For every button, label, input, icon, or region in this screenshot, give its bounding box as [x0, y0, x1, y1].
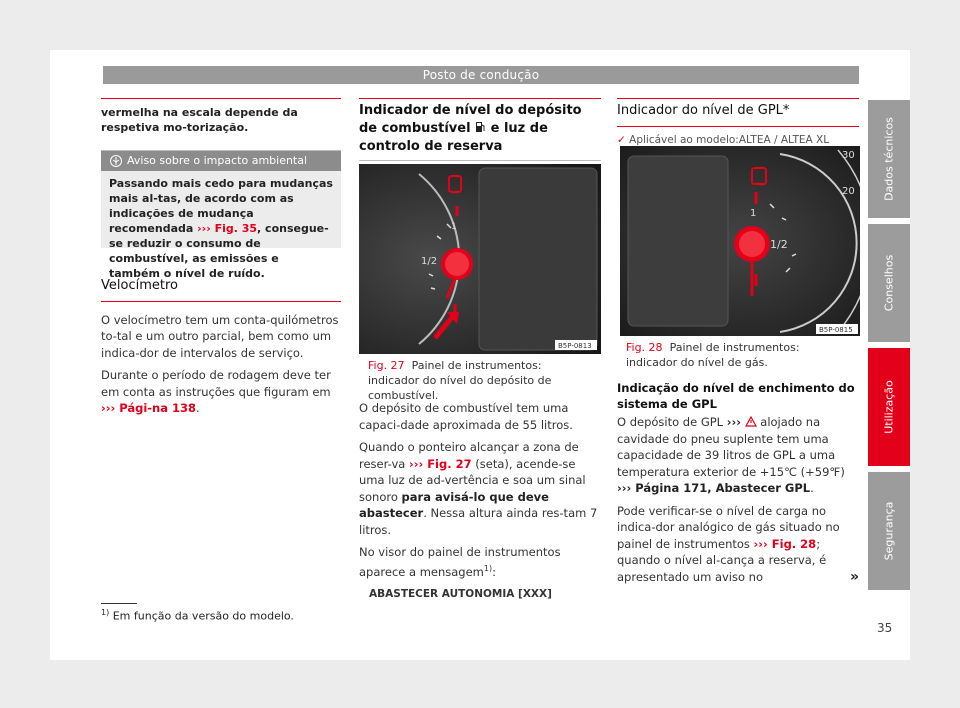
caption-text: Painel de instrumentos: indicador do nível do depósito de combustível. — [368, 359, 552, 402]
page-number: 35 — [877, 621, 893, 635]
section-title-velocimetro: Velocímetro — [101, 278, 178, 293]
page-171-link[interactable]: ››› Página 171, Abastecer GPL — [617, 481, 811, 495]
figure-27-caption — [368, 358, 596, 403]
caption-text: Painel de instrumentos: indicador do nível de gás. — [626, 341, 800, 369]
figure-27-fuel-gauge — [359, 164, 601, 354]
warning-icon — [745, 416, 757, 427]
environment-notice-header — [101, 151, 341, 171]
figure-28-gas-gauge — [620, 146, 860, 336]
paragraph-text: . Nessa altura ainda res-tam 7 litros. — [359, 506, 598, 537]
applies-text: Aplicável ao modelo:ALTEA / ALTEA XL — [629, 133, 830, 146]
footnote-mark: 1) — [483, 563, 493, 573]
paragraph-text: O depósito de GPL — [617, 415, 727, 429]
paragraph-text: (seta), acende-se uma luz de ad-vertência e soa um sinal sonoro — [359, 456, 586, 504]
paragraph-text: No visor do painel de instrumentos aparece a mensagem — [359, 545, 561, 579]
tab-label: Utilização — [882, 380, 896, 434]
paragraph-text: Pode verificar-se o nível de carga no indica-dor analógico de gás situado no painel de instrumentos — [617, 503, 840, 551]
speedo-label-30: 30 — [842, 150, 855, 161]
paragraph — [617, 414, 859, 497]
figure-28-caption — [626, 340, 854, 370]
figure-code: B5P-0813 — [558, 342, 592, 350]
notice-text: Passando mais cedo para mudanças mais al-tas, de acordo com as indicações de mudança recomendada — [109, 177, 333, 235]
footnote-mark: 1) — [101, 608, 110, 617]
paragraph-text: Quando o ponteiro alcançar a zona de reser-va — [359, 440, 579, 471]
section-title-fuel — [359, 102, 601, 156]
check-icon: ✓ — [617, 133, 626, 146]
environment-notice — [101, 150, 341, 280]
column-3-heading — [617, 98, 859, 148]
title-text: e luz de controlo de reserva — [359, 121, 548, 154]
continue-arrow: » — [849, 568, 859, 585]
column-2-body — [359, 400, 601, 608]
paragraph-text: . — [810, 481, 814, 495]
subsection-title: Indicação do nível de enchimento do sistema de GPL — [617, 381, 855, 411]
gauge-label-half: 1/2 — [421, 256, 438, 267]
tab-label: Dados técnicos — [882, 117, 896, 201]
column-2-heading — [359, 98, 601, 161]
footnote — [101, 608, 294, 623]
paragraph: O velocímetro tem um conta-quilómetros to-tal e um outro parcial, bem como um indica-dor de intervalos de serviço. — [101, 312, 339, 360]
footnote-text: Em função da versão do modelo. — [112, 609, 294, 623]
intro-text: vermelha na escala depende da respetiva mo-torização. — [101, 106, 298, 134]
page-header: Posto de condução — [103, 66, 859, 84]
gauge-label-1: 1 — [750, 208, 757, 219]
section-title-gpl: Indicador do nível de GPL* — [617, 103, 790, 118]
environment-notice-title: Aviso sobre o impacto ambiental — [127, 154, 308, 167]
fig-28-link[interactable]: ››› Fig. 28 — [753, 536, 817, 551]
paragraph-bold: para avisá-lo que deve abastecer — [359, 489, 549, 520]
column-1 — [101, 98, 341, 141]
gauge-label-1: 1 — [451, 222, 457, 232]
tab-label: Conselhos — [882, 254, 896, 312]
tab-utilizacao[interactable] — [868, 348, 910, 466]
figure-label: Fig. 27 — [368, 359, 405, 372]
fig-27-link[interactable]: ››› Fig. 27 — [408, 456, 472, 471]
paragraph-text: : — [492, 564, 496, 579]
figure-code: B5P-0815 — [819, 326, 853, 334]
paragraph-text: . — [196, 401, 200, 415]
footnote-divider — [101, 603, 137, 604]
paragraph — [359, 439, 601, 538]
speedo-label-20: 20 — [842, 186, 855, 197]
tab-label: Segurança — [882, 501, 896, 561]
tab-conselhos[interactable] — [868, 224, 910, 342]
paragraph-text: ; quando o nível al-cança a reserva, é apresentado um aviso no — [617, 536, 827, 584]
environment-notice-body — [101, 171, 341, 286]
velocimetro-section — [101, 278, 341, 423]
paragraph-text: Durante o período de rodagem deve ter em conta as instruções que figuram em — [101, 368, 331, 399]
paragraph — [101, 367, 341, 417]
paragraph-text: alojado na cavidade do pneu suplente tem uma capacidade de 39 litros de GPL a uma temperatura exterior de +15℃ (+59℉) — [617, 415, 845, 479]
gauge-label-half: 1/2 — [770, 238, 788, 251]
column-3-body — [617, 380, 859, 591]
title-text: Indicador de nível do depósito de combustível — [359, 103, 582, 136]
dashboard-message: ABASTECER AUTONOMIA [XXX] — [369, 587, 552, 600]
fig-35-link[interactable]: ››› Fig. 35 — [197, 222, 258, 235]
tab-dados-tecnicos[interactable] — [868, 100, 910, 218]
paragraph: O depósito de combustível tem uma capaci-dade aproximada de 55 litros. — [359, 401, 573, 432]
paragraph — [617, 503, 859, 586]
fuel-pump-icon — [475, 121, 486, 133]
page-138-link[interactable]: ››› Pági-na 138 — [101, 401, 197, 415]
figure-label: Fig. 28 — [626, 341, 663, 354]
notice-text: , consegue-se reduzir o consumo de combustível, as emissões e também o nível de ruído. — [109, 222, 329, 280]
leaf-icon — [109, 154, 123, 175]
paragraph — [359, 544, 601, 580]
tab-seguranca[interactable] — [868, 472, 910, 590]
arrow-link[interactable]: ››› — [726, 415, 741, 429]
